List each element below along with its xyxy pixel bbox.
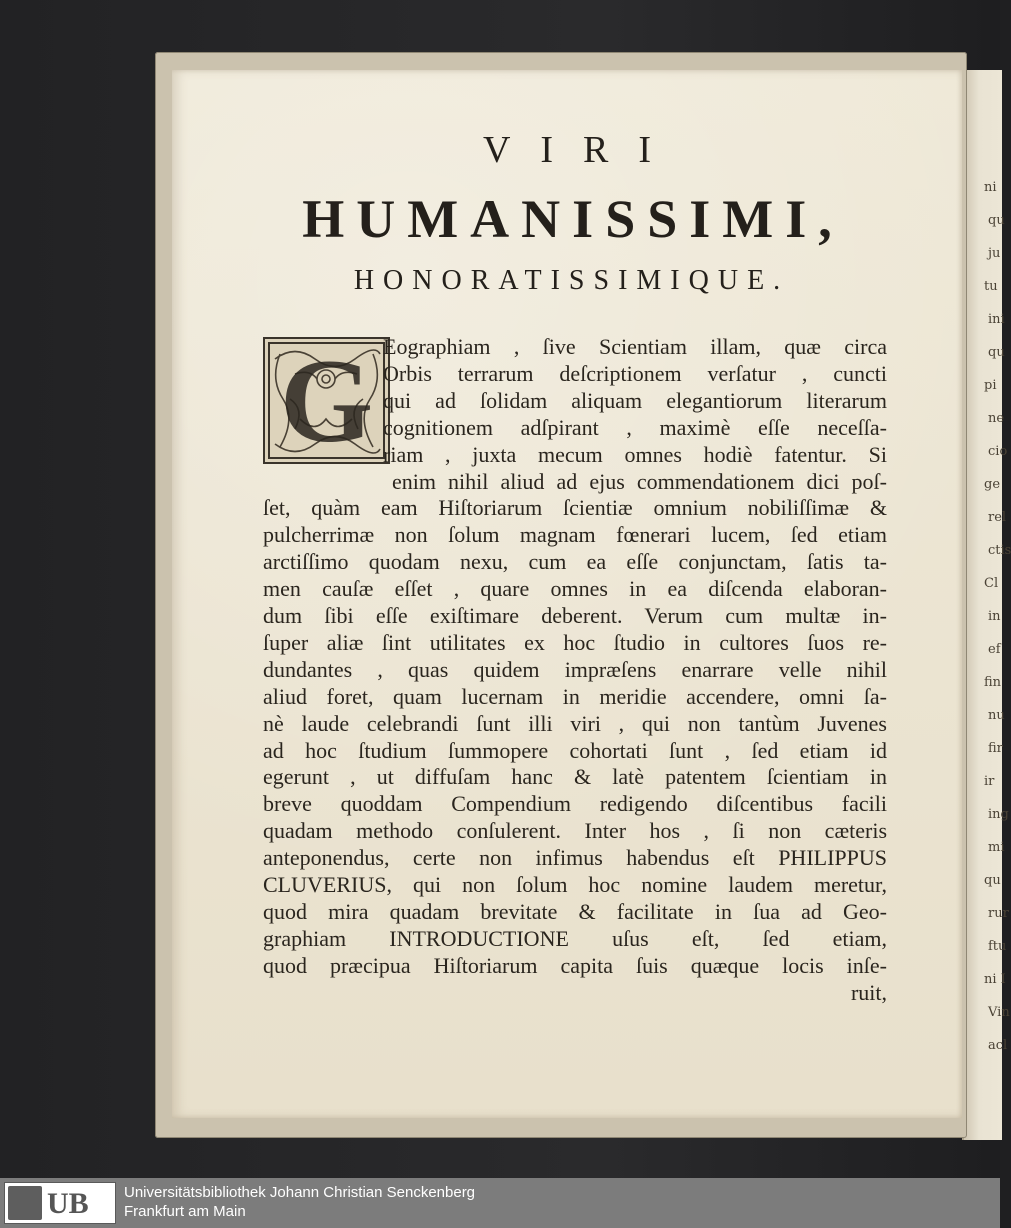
adjacent-page-fragment: pi [984,378,997,393]
text-line: Eographiam , ſive Scientiam illam, quæ circa [383,334,887,359]
adjacent-page-fragment: fin [984,675,1002,690]
institution-city: Frankfurt am Main [124,1203,246,1220]
adjacent-page-fragment: qu [988,213,1005,228]
adjacent-page-fragment: ing [988,807,1009,822]
adjacent-page-fragment: rur [988,906,1009,921]
text-line: pulcherrimæ non ſolum magnam fœnerari lucem, ſed etiam [263,522,887,547]
institution-name: Universitätsbibliothek Johann Christian Senckenberg [124,1184,476,1201]
text-line: quod mira quadam brevitate & facilitate in ſua ad Geo- [263,899,887,924]
adjacent-page-fragment: ni I [984,972,1006,987]
text-line: CLUVERIUS, qui non ſolum hoc nomine laudem meretur, [263,872,887,897]
adjacent-page-fragment: cio [988,444,1008,459]
text-line: Orbis terrarum deſcriptionem verſatur , cuncti [383,361,887,386]
adjacent-page-fragment: Vin [988,1005,1010,1020]
adjacent-page-fragment: qu [988,345,1005,360]
text-line: ſet, quàm eam Hiſtoriarum ſcientiæ omnium nobiliſſimæ & [263,495,887,520]
text-line: cognitionem adſpirant , maximè eſſe neceſſa- [383,415,887,440]
text-line: ruit, [850,980,887,1005]
text-line: ſuper aliæ ſint utilitates ex hoc ſtudio in cultores ſuos re- [263,630,887,655]
text-line: quod præcipua Hiſtoriarum capita ſuis quæque locis inſe- [263,953,887,978]
heading-line-2: HUMANISSIMI, [302,189,844,249]
adjacent-page-fragment: ge [984,477,1001,492]
text-line: egerunt , ut diffuſam hanc & latè patentem ſcientiam in [263,764,887,789]
adjacent-page-fragment: ju [988,246,1001,261]
adjacent-page-fragment: ne [988,411,1005,426]
adjacent-page-fragment: rel [988,510,1007,525]
text-line: riam , juxta mecum omnes hodiè fatentur. Si [383,442,887,467]
logo-mark: UB [47,1187,89,1220]
adjacent-page-fragment: ef [988,642,1001,657]
text-line: qui ad ſolidam aliquam elegantiorum literarum [383,388,887,413]
text-line: graphiam INTRODUCTIONE uſus eſt, ſed etiam, [263,926,887,951]
portrait-icon [8,1186,42,1220]
adjacent-page-fragment: ni [984,180,997,195]
text-line: dum ſibi eſſe exiſtimare deberent. Verum cum multæ in- [263,603,887,628]
text-line: aliud foret, quam lucernam in meridie accendere, omni ſa- [263,684,887,709]
text-line: ad hoc ſtudium ſummopere cohortati ſunt , ſed etiam id [263,738,887,763]
adjacent-page-fragment: ctis [988,543,1011,558]
adjacent-page-fragment: mi [988,840,1005,855]
text-line: enim nihil aliud ad ejus commendationem dici poſ- [392,469,887,494]
adjacent-page-edge [962,70,1011,1140]
heading-line-3: HONORATISSIMIQUE. [353,265,790,296]
footer-bar [0,1178,1000,1228]
adjacent-page-fragment: tu [984,279,998,294]
text-line: nè laude celebrandi ſunt illi viri , qui non tantùm Juvenes [263,711,887,736]
adjacent-page-fragment: ir [984,774,995,789]
text-line: men cauſæ eſſet , quare omnes in ea diſcenda elaboran- [263,576,887,601]
text-line: quadam methodo conſulerent. Inter hos , ſi non cæteris [263,818,887,843]
adjacent-page-fragment: qu [984,873,1001,888]
text-line: dundantes , quas quidem impræſens enarrare velle nihil [263,657,887,682]
text-line: arctiſſimo quodam nexu, cum ea eſſe conjunctam, ſatis ta- [263,549,887,574]
adjacent-page-fragment: ftu [988,939,1007,954]
adjacent-page-fragment: Cl [984,576,999,591]
initial-letter: G [279,334,374,467]
adjacent-page-fragment: ini [988,312,1005,327]
text-line: breve quoddam Compendium redigendo diſcentibus facili [263,791,887,816]
library-logo[interactable] [4,1182,116,1224]
text-line: anteponendus, certe non infimus habendus eſt PHILIPPUS [263,845,887,870]
decorated-initial [263,334,390,467]
adjacent-page-fragment: in [988,609,1001,624]
adjacent-page-fragment: acl [988,1038,1008,1053]
heading-line-1: VIRI [482,129,682,171]
adjacent-page-fragment: nu [988,708,1005,723]
adjacent-page-fragment: fir [988,741,1003,756]
